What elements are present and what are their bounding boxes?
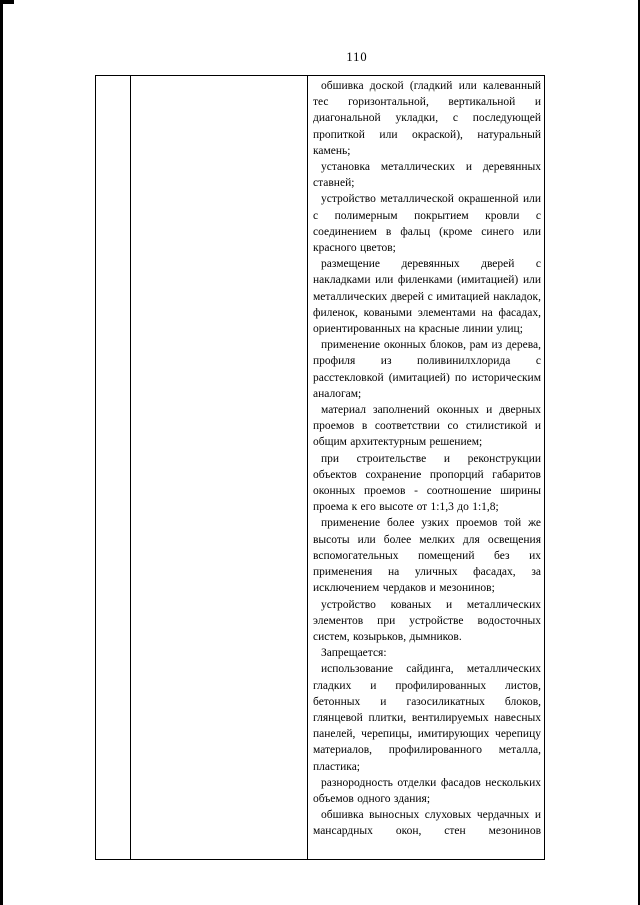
paragraph: обшивка доской (гладкий или калеванный тес горизонтальной, вертикальной и диагональной укладки, с последующей пропиткой или окраской), натуральный камень; [313, 80, 541, 157]
scan-edge-left [0, 0, 3, 905]
table-empty-column-1 [96, 76, 131, 859]
scan-corner-mark [0, 0, 14, 4]
paragraph: при строительстве и реконструкции объектов сохранение пропорций габаритов оконных проемов - соотношение ширины проема к его высоте от 1:1,3 до 1:1,8; [313, 452, 541, 514]
paragraph: установка металлических и деревянных ставней; [313, 161, 541, 190]
paragraph: применение оконных блоков, рам из дерева, профиля из поливинилхлорида с расстекловкой (имитацией) по историческим аналогам; [313, 339, 541, 400]
paragraph: разнородность отделки фасадов нескольких объемов одного здания; [313, 776, 541, 805]
page-number: 110 [346, 50, 368, 64]
paragraph: обшивка выносных слуховых чердачных и мансардных окон, стен мезонинов [313, 809, 541, 838]
paragraph: устройство металлической окрашенной или с полимерным покрытием кровли с соединением в фальц (кроме синего или красного цветов; [313, 193, 541, 255]
paragraph: материал заполнений оконных и дверных проемов в соответствии со стилистикой и общим архитектурным решением; [313, 404, 541, 449]
paragraph: использование сайдинга, металлических гладких и профилированных листов, бетонных и газосиликатных блоков, глянцевой плитки, вентилируемых навесных панелей, черепицы, имитирующих черепицу материалов, профилированного металла, пластика; [313, 663, 541, 773]
document-table [95, 75, 545, 860]
paragraph: применение более узких проемов той же высоты или более мелких для освещения вспомогательных помещений без их применения на уличных фасадах, за исключением чердаков и мезонинов; [313, 517, 541, 595]
paragraph: Запрещается: [321, 647, 387, 660]
table-empty-column-2 [131, 76, 308, 859]
paragraph: устройство кованых и металлических элементов при устройстве водосточных систем, козырьков, дымников. [313, 598, 541, 643]
paragraph: размещение деревянных дверей с накладками или филенками (имитацией) или металлических дверей с имитацией накладок, филенок, коваными элементами на фасадах, ориентированных на красные линии улиц; [313, 258, 541, 336]
table-text-column [308, 76, 544, 859]
